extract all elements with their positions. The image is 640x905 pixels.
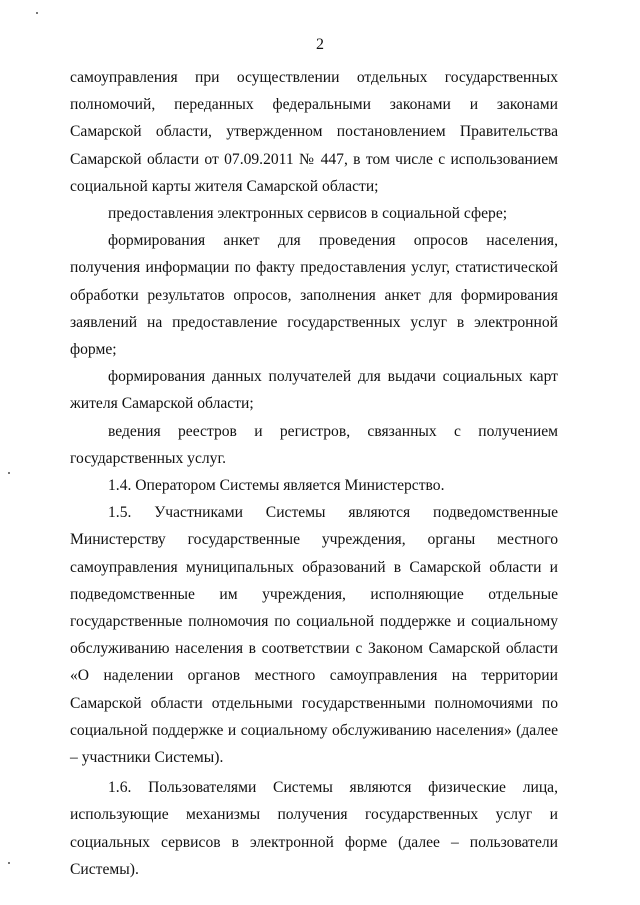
- page-number: 2: [316, 36, 324, 53]
- paragraph-electronic-services: предоставления электронных сервисов в социальной сфере;: [108, 205, 508, 223]
- scan-speck: [36, 12, 38, 14]
- paragraph-1-4-operator: 1.4. Оператором Системы является Министерство.: [108, 477, 445, 495]
- paragraph-surveys: формирования анкет для проведения опросов населения, получения информации по факту предоставления услуг, статистической обработки результатов опросов, заполнения анкет для формирования заявлений на предоставление государственных услуг в электронной форме;: [70, 232, 558, 359]
- scan-speck: [8, 472, 10, 474]
- paragraph-1-5-participants: 1.5. Участниками Системы являются подведомственные Министерству государственные учреждения, органы местного самоуправления муниципальных образований в Самарской области и подведомственные им учреждения, исполняющие отдельные государственные полномочия по социальной поддержке и социальному обслуживанию населения в соответствии с Законом Самарской области «О наделении органов местного самоуправления на территории Самарской области отдельными государственными полномочиями по социальной поддержке и социальному обслуживанию населения» (далее – участники Системы).: [70, 504, 558, 767]
- paragraph-continuation: самоуправления при осуществлении отдельных государственных полномочий, переданных федеральными законами и законами Самарской области, утвержденном постановлением Правительства Самарской области от 07.09.2011 № 447, в том числе с использованием социальной карты жителя Самарской области;: [70, 69, 558, 195]
- document-body: [70, 64, 558, 883]
- paragraph-1-6-users: 1.6. Пользователями Системы являются физические лица, использующие механизмы получения государственных услуг и социальных сервисов в электронной форме (далее – пользователи Системы).: [70, 779, 558, 878]
- paragraph-registers: ведения реестров и регистров, связанных с получением государственных услуг.: [70, 422, 558, 467]
- scan-speck: [8, 862, 10, 864]
- paragraph-social-cards: формирования данных получателей для выдачи социальных карт жителя Самарской области;: [70, 368, 558, 413]
